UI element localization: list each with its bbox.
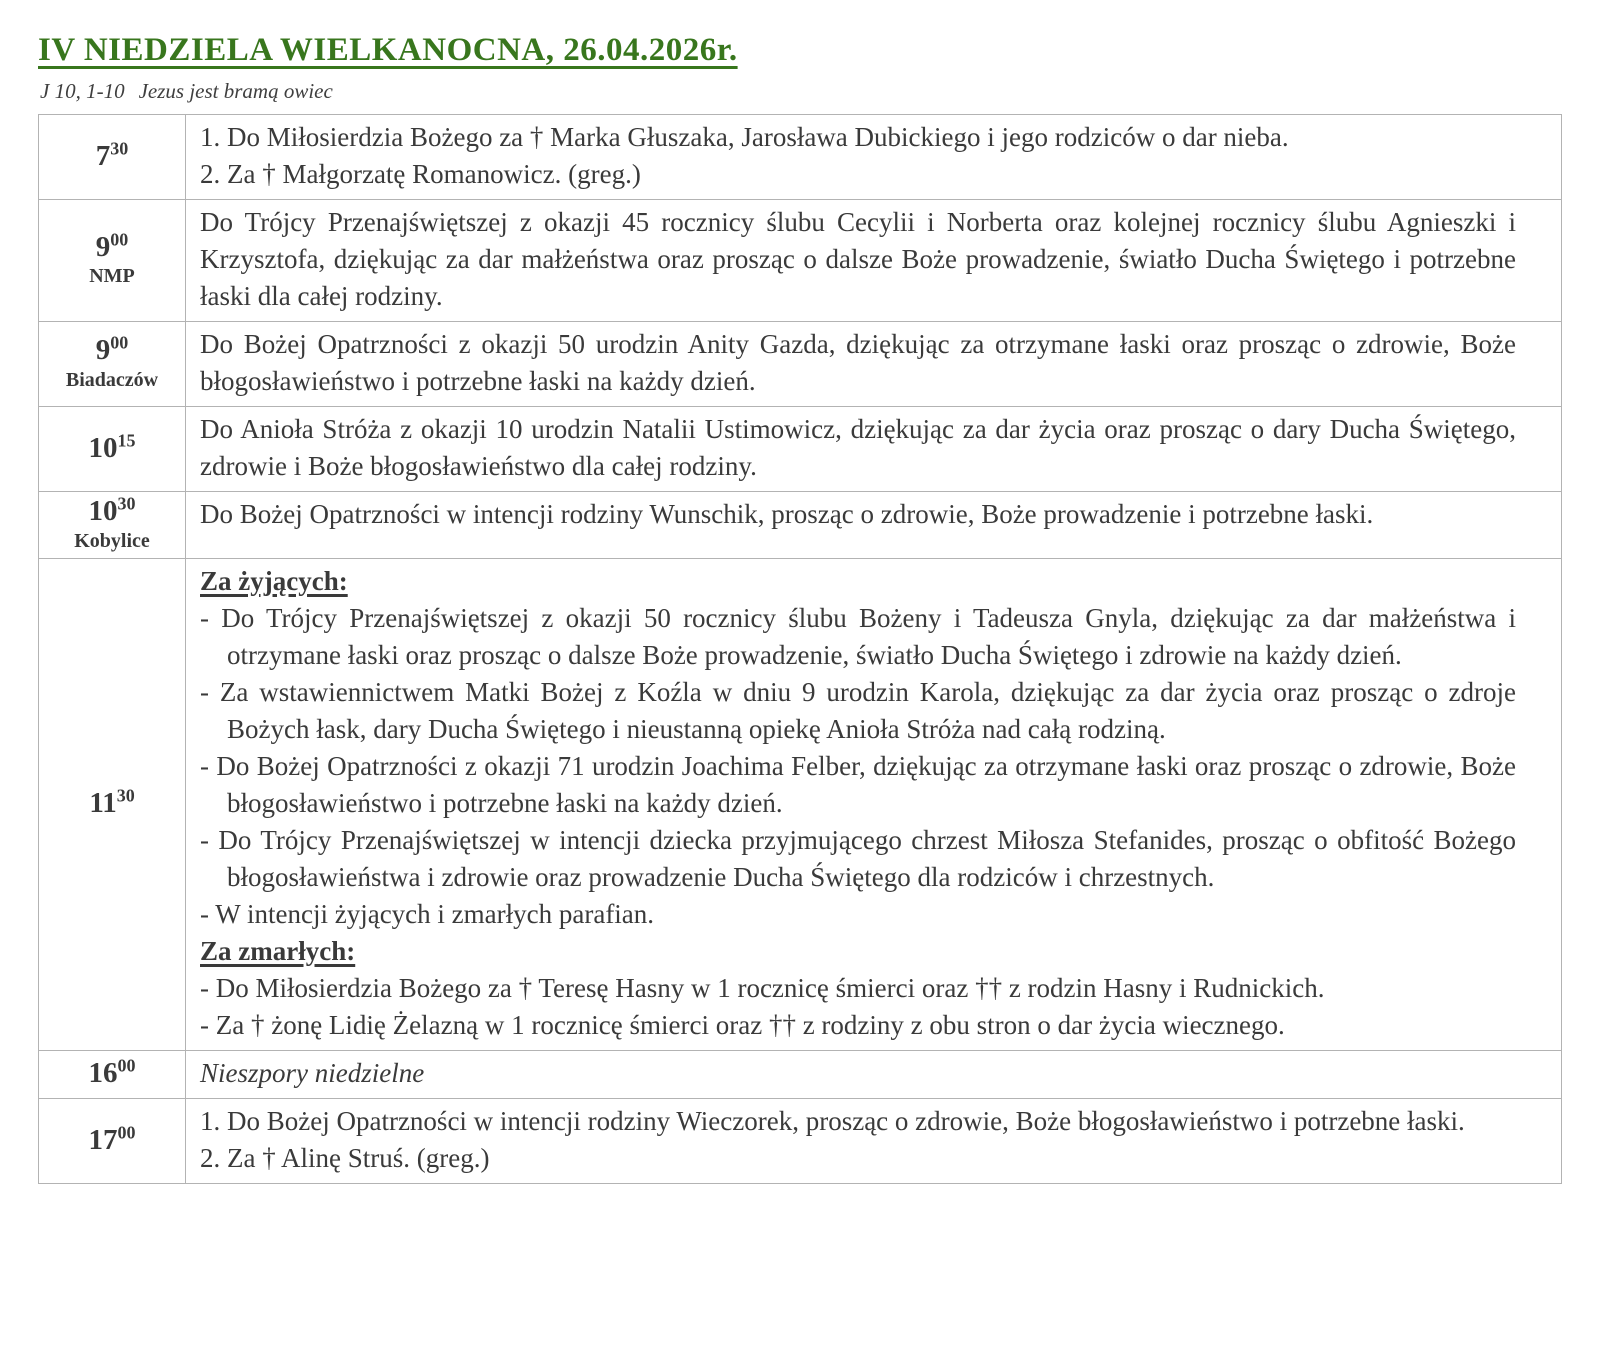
section-heading: Za zmarłych: [200,935,356,966]
time-cell [39,559,186,1050]
intention-text: Do Bożej Opatrzności w intencji rodziny Wunschik, prosząc o zdrowie, Boże prowadzenie i potrzebne łaski. [200,498,1374,529]
time-hour: 7 [95,140,111,173]
schedule-table [38,114,1562,1184]
intention-text: Do Trójcy Przenajświętszej z okazji 45 rocznicy ślubu Cecylii i Norberta oraz kolejnej rocznicy ślubu Agnieszki i Krzysztofa, dziękując za dar małżeństwa oraz prosząc o dalsze Boże prowadzenie, światło Ducha Świętego i potrzebne łaski dla całej rodziny. [200,206,1516,311]
schedule-row [39,407,1561,492]
time-cell [39,1051,186,1098]
intention-text: 2. Za † Małgorzatę Romanowicz. (greg.) [200,158,641,189]
intentions-cell [186,407,1561,491]
schedule-row [39,492,1561,559]
mass-time [88,493,136,528]
time-cell [39,407,186,491]
time-minutes: 00 [117,1121,136,1142]
time-cell [39,1099,186,1183]
reading-title: Jezus jest bramą owiec [138,79,333,103]
intentions-cell [186,1099,1561,1183]
intention-text: - Do Trójcy Przenajświętszej z okazji 50 rocznicy ślubu Bożeny i Tadeusza Gnyla, dziękując za dar małżeństwa i otrzymane łaski oraz prosząc o dalsze Boże prowadzenie, światło Ducha Świętego i zdrowie na każdy dzień. [200,602,1516,670]
time-minutes: 00 [110,332,129,353]
time-hour: 9 [95,230,111,263]
time-minutes: 00 [117,1055,136,1076]
intention-text: Do Anioła Stróża z okazji 10 urodzin Natalii Ustimowicz, dziękując za dar życia oraz prosząc o dary Ducha Świętego, zdrowie i Boże błogosławieństwo dla całej rodziny. [200,413,1516,481]
section-heading: Za żyjących: [200,565,348,596]
time-hour: 10 [88,494,118,527]
time-minutes: 30 [116,785,135,806]
intentions-cell [186,559,1561,1050]
time-hour: 11 [89,787,117,820]
time-cell [39,200,186,321]
time-minutes: 00 [110,228,129,249]
intention-text: - Do Miłosierdzia Bożego za † Teresę Hasny w 1 rocznicę śmierci oraz †† z rodzin Hasny i Rudnickich. [200,972,1325,1003]
mass-time [89,785,135,820]
intention-text: Do Bożej Opatrzności z okazji 50 urodzin Anity Gazda, dziękując za otrzymane łaski oraz prosząc o zdrowie, Boże błogosławieństwo i potrzebne łaski na każdy dzień. [200,328,1516,396]
intentions-cell [186,115,1561,199]
intentions-cell [186,200,1561,321]
schedule-row [39,1051,1561,1099]
intention-text: - Za † żonę Lidię Żelazną w 1 rocznicę śmierci oraz †† z rodziny z obu stron o dar życia wiecznego. [200,1009,1285,1040]
time-cell [39,492,186,558]
mass-time [88,1055,136,1090]
reading-subtitle [40,79,1562,104]
location-label: NMP [89,265,135,288]
location-label: Kobylice [74,529,150,552]
intention-text: 2. Za † Alinę Struś. (greg.) [200,1142,490,1173]
schedule-row [39,322,1561,407]
intention-text: 1. Do Miłosierdzia Bożego za † Marka Głuszaka, Jarosława Dubickiego i jego rodziców o dar nieba. [200,122,1289,152]
intention-text: - Za wstawiennictwem Matki Bożej z Koźla w dniu 9 urodzin Karola, dziękując za dar życia oraz prosząc o zdroje Bożych łask, dary Ducha Świętego i nieustanną opiekę Anioła Stróża nad całą rodziną. [200,676,1516,744]
time-hour: 9 [95,333,111,366]
mass-time [88,1121,136,1157]
intentions-cell [186,322,1561,406]
time-minutes: 30 [117,493,136,514]
reading-reference: J 10, 1-10 [40,79,125,103]
mass-time [95,138,129,173]
time-minutes: 15 [117,430,136,451]
schedule-row [39,115,1561,200]
schedule-row [39,559,1561,1051]
intention-text: 1. Do Bożej Opatrzności w intencji rodziny Wieczorek, prosząc o zdrowie, Boże błogosławieństwo i potrzebne łaski. [200,1105,1465,1136]
time-hour: 10 [88,431,118,464]
intention-text: Nieszpory niedzielne [200,1057,425,1088]
time-hour: 17 [88,1123,118,1156]
intention-text: - Do Trójcy Przenajświętszej w intencji dziecka przyjmującego chrzest Miłosza Stefanides, prosząc o obfitość Bożego błogosławieństwa i zdrowie oraz prowadzenie Ducha Świętego dla rodziców i chrzestnych. [200,824,1516,892]
intention-text: - W intencji żyjących i zmarłych parafian. [200,898,655,929]
mass-time [95,228,129,264]
time-hour: 16 [88,1057,118,1090]
mass-time [88,430,136,465]
time-minutes: 30 [110,138,129,159]
schedule-row [39,200,1561,322]
page-title: IV NIEDZIELA WIELKANOCNA, 26.04.2026r. [38,32,738,68]
schedule-row [39,1099,1561,1184]
time-cell [39,115,186,199]
intentions-cell [186,1051,1561,1098]
intention-text: - Do Bożej Opatrzności z okazji 71 urodzin Joachima Felber, dziękując za otrzymane łaski oraz prosząc o zdrowie, Boże błogosławieństwo i potrzebne łaski na każdy dzień. [200,750,1516,818]
mass-time [95,332,129,367]
time-cell [39,322,186,406]
location-label: Biadaczów [65,368,159,391]
intentions-cell [186,492,1561,558]
